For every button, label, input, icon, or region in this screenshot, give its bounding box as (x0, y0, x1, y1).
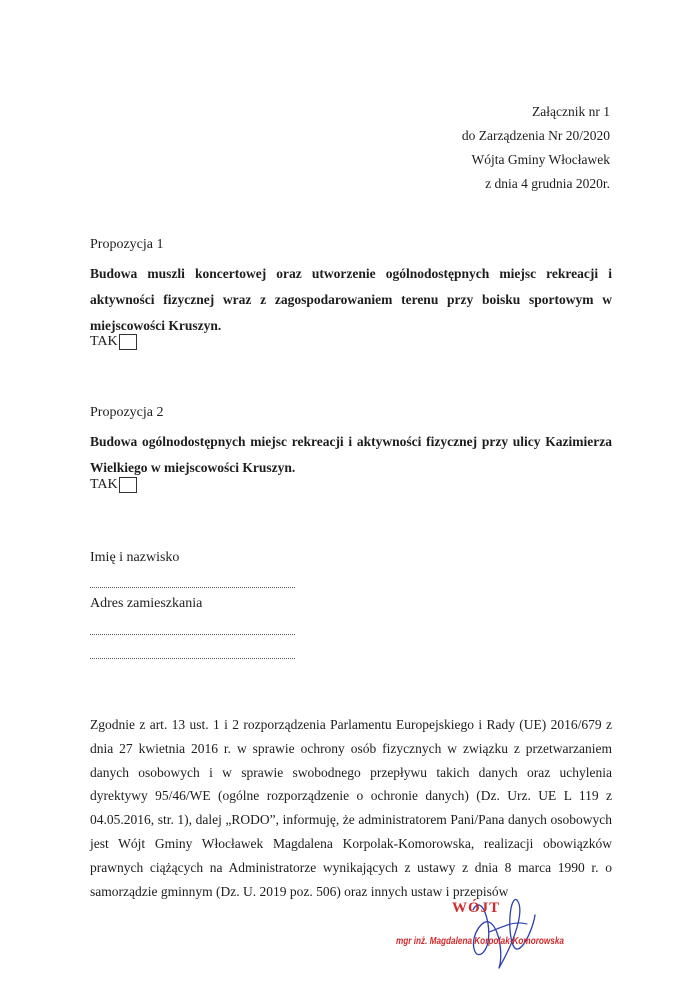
header-line-1: Załącznik nr 1 (532, 104, 610, 119)
stamp-name: mgr inż. Magdalena Korpolak-Komorowska (396, 935, 564, 947)
stamp-title: WÓJT (452, 900, 501, 916)
gdpr-clause: Zgodnie z art. 13 ust. 1 i 2 rozporządzenia Parlamentu Europejskiego i Rady (UE) 2016/679 z dnia 27 kwietnia 2016 r. w sprawie ochrony osób fizycznych w związku z przetwarzaniem danych osobowych i w sprawie swobodnego przepływu takich danych oraz uchylenia dyrektywy 95/46/WE (ogólne rozporządzenie o ochronie danych) (Dz. Urz. UE L 119 z 04.05.2016, str. 1), dalej „RODO”, informuję, że administratorem Pani/Pana danych osobowych jest Wójt Gminy Włocławek Magdalena Korpolak-Komorowska, realizacji obowiązków prawnych ciążących na Administratorze wynikających z ustawy z dnia 8 marca 1990 r. o samorządzie gminnym (Dz. U. 2019 poz. 506) oraz innych ustaw i przepisów (90, 717, 612, 899)
attachment-header (462, 100, 610, 196)
proposal-1-option[interactable] (90, 334, 137, 350)
proposal-2-title: Budowa ogólnodostępnych miejsc rekreacji i aktywności fizycznej przy ulicy Kazimierza Wielkiego w miejscowości Kruszyn. (90, 434, 612, 475)
header-line-4: z dnia 4 grudnia 2020r. (485, 176, 610, 191)
address-field-line-1[interactable] (90, 633, 295, 635)
header-line-2: do Zarządzenia Nr 20/2020 (461, 128, 610, 143)
proposal-2-option[interactable] (90, 477, 137, 493)
header-line-3: Wójta Gminy Włocławek (471, 152, 610, 167)
proposal-2-option-label: TAK (90, 477, 118, 492)
proposal-1-label: Propozycja 1 (90, 237, 164, 252)
proposal-1-option-label: TAK (90, 334, 118, 349)
proposal-2-label: Propozycja 2 (90, 405, 164, 420)
signature-image (455, 880, 545, 975)
name-field[interactable] (90, 586, 295, 588)
proposal-1-title: Budowa muszli koncertowej oraz utworzenie ogólnodostępnych miejsc rekreacji i aktywności fizycznej wraz z zagospodarowaniem terenu przy boisku sportowym w miejscowości Kruszyn. (90, 266, 612, 333)
address-field-line-2[interactable] (90, 657, 295, 659)
proposal-2-checkbox[interactable] (119, 477, 137, 493)
address-label: Adres zamieszkania (90, 596, 203, 611)
name-label: Imię i nazwisko (90, 550, 180, 565)
proposal-1-checkbox[interactable] (119, 334, 137, 350)
